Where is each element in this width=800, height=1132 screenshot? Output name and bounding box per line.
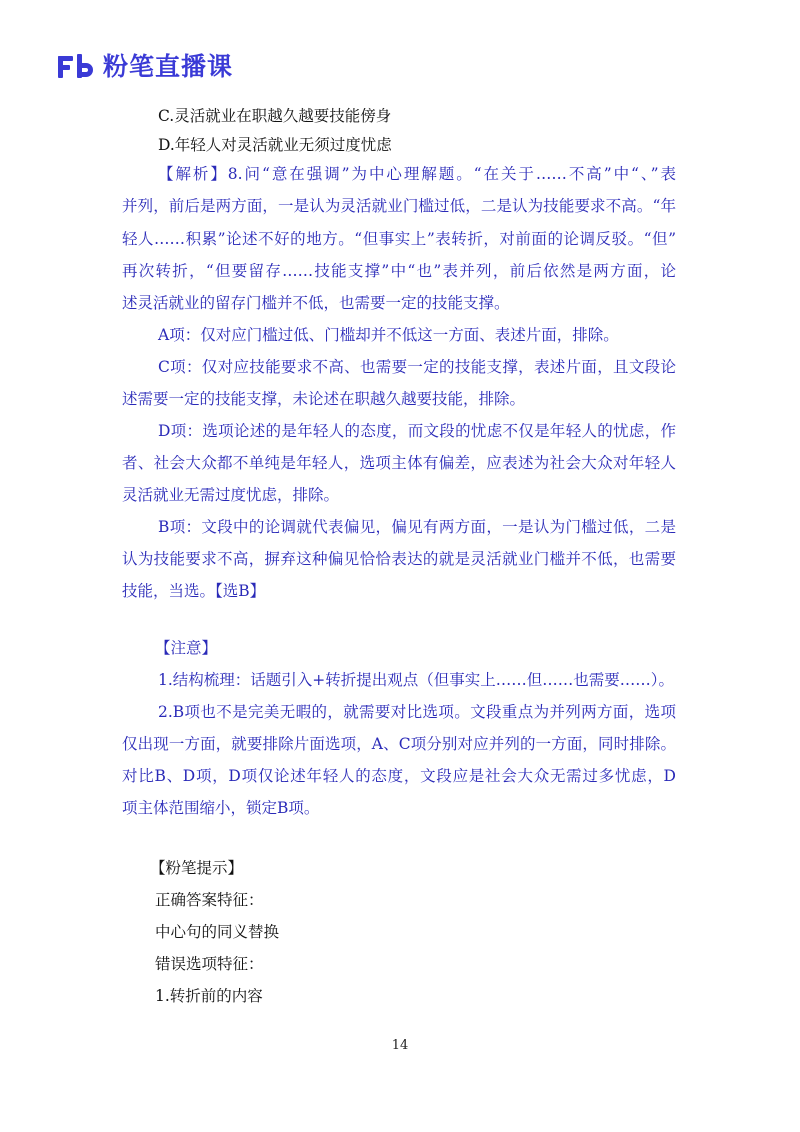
notes-title: 【注意】 (155, 639, 218, 657)
tip-line: 正确答案特征： (155, 891, 264, 909)
analysis-option-a: A项：仅对应门槛过低、门槛却并不低这一方面、表述片面，排除。 (158, 326, 619, 344)
analysis-option-b: B项：文段中的论调就代表偏见，偏见有两方面，一是认为门槛过低，二是 (158, 518, 676, 536)
option-d: D.年轻人对灵活就业无须过度忧虑 (158, 136, 392, 154)
analysis-option-d: 者、社会大众都不单纯是年轻人，选项主体有偏差，应表述为社会大众对年轻人 (122, 454, 676, 472)
note-line: 仅出现一方面，就要排除片面选项，A、C项分别对应并列的一方面，同时排除。 (122, 735, 676, 753)
logo-text: 粉笔直播课 (103, 52, 234, 81)
analysis-line: 再次转折，“但要留存……技能支撑”中“也”表并列，前后依然是两方面，论 (122, 262, 676, 280)
analysis-option-c: C项：仅对应技能要求不高、也需要一定的技能支撑，表述片面，且文段论 (158, 358, 676, 376)
analysis-option-b: 认为技能要求不高，摒弃这种偏见恰恰表达的就是灵活就业门槛并不低，也需要 (122, 550, 676, 568)
analysis-option-d: 灵活就业无需过度忧虑，排除。 (122, 486, 340, 504)
note-line: 对比B、D项，D项仅论述年轻人的态度，文段应是社会大众无需过多忧虑，D (122, 767, 676, 785)
tip-line: 错误选项特征： (155, 955, 264, 973)
analysis-line: 并列，前后是两方面，一是认为灵活就业门槛过低，二是认为技能要求不高。“年 (122, 197, 676, 215)
brand-logo (58, 50, 233, 84)
page-number: 14 (391, 1038, 409, 1053)
option-c: C.灵活就业在职越久越要技能傍身 (158, 107, 392, 125)
analysis-line: 【解析】8.问“意在强调”为中心理解题。“在关于……不高”中“、”表 (158, 165, 676, 183)
note-line: 2.B项也不是完美无暇的，就需要对比选项。文段重点为并列两方面，选项 (158, 703, 676, 721)
analysis-option-d: D项：选项论述的是年轻人的态度，而文段的忧虑不仅是年轻人的忧虑，作 (158, 422, 676, 440)
note-line: 项主体范围缩小，锁定B项。 (122, 799, 320, 817)
tips-title: 【粉笔提示】 (150, 859, 244, 877)
analysis-option-c: 述需要一定的技能支撑，未论述在职越久越要技能，排除。 (122, 390, 526, 408)
analysis-line: 轻人……积累”论述不好的地方。“但事实上”表转折，对前面的论调反驳。“但” (122, 230, 676, 248)
note-line: 1.结构梳理：话题引入+转折提出观点（但事实上……但……也需要……）。 (158, 671, 675, 689)
tip-line: 1.转折前的内容 (155, 987, 263, 1005)
analysis-option-b: 技能，当选。【选B】 (122, 582, 266, 600)
analysis-line: 述灵活就业的留存门槛并不低，也需要一定的技能支撑。 (122, 294, 510, 312)
fenbi-logo-icon (58, 53, 94, 81)
tip-line: 中心句的同义替换 (155, 923, 280, 941)
